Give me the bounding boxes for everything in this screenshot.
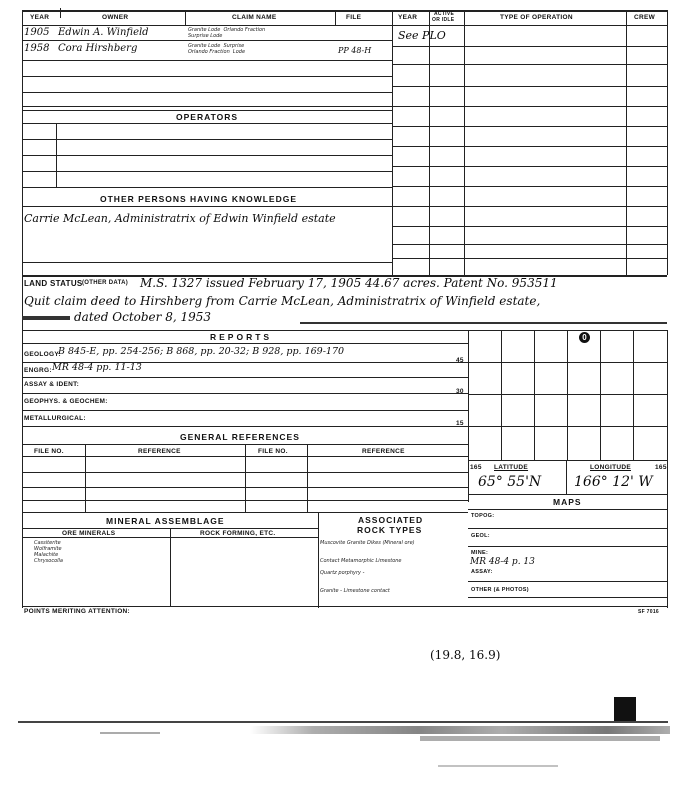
- geology-value: B 845-E, pp. 254-256; B 868, pp. 20-32; B 928, pp. 169-170: [58, 346, 345, 357]
- references-col: [245, 444, 246, 512]
- latitude-value: 65° 55'N: [478, 474, 542, 490]
- owner-1-year: 1905: [24, 27, 50, 38]
- header-divider: [335, 10, 336, 25]
- scan-smudge: [100, 732, 160, 734]
- operators-rule: [22, 139, 392, 140]
- owner-2-file: PP 48-H: [338, 46, 372, 55]
- header-crew: CREW: [634, 14, 656, 21]
- left-right-divider: [392, 10, 393, 275]
- op-row-rule: [392, 244, 667, 245]
- ore-mineral-2: Wolframite: [34, 546, 62, 552]
- reports-rule: [22, 393, 468, 394]
- header-active: ACTIVE: [434, 11, 455, 17]
- grid-number-15: 15: [456, 420, 464, 427]
- header-or-idle: OR IDLE: [432, 17, 455, 23]
- redaction-mark: [22, 316, 70, 320]
- metallurgical-label: METALLURGICAL:: [24, 415, 86, 422]
- mineral-col: [170, 528, 171, 606]
- latitude-label: LATITUDE: [494, 464, 529, 471]
- land-status-label: LAND STATUS: [24, 279, 83, 288]
- crew-col-divider: [626, 10, 627, 275]
- rock-types-heading: ROCK TYPES: [357, 525, 423, 535]
- reports-rule: [22, 426, 468, 427]
- ore-mineral-3: Malachite: [34, 552, 59, 558]
- mineral-top-rule: [22, 512, 468, 513]
- grid-col: [633, 330, 634, 460]
- grid-left-border: [468, 330, 469, 502]
- form-number: SF 7016: [638, 609, 660, 615]
- land-status-sublabel: (OTHER DATA): [82, 280, 129, 286]
- operations-note: See PLO: [398, 29, 446, 42]
- maps-rule: [468, 509, 667, 510]
- op-row-rule: [392, 206, 667, 207]
- latlong-divider: [566, 460, 567, 494]
- grid-number-30: 30: [456, 388, 464, 395]
- grid-row: [468, 362, 667, 363]
- header-divider: [185, 10, 186, 25]
- reports-top-rule: [22, 330, 667, 331]
- geology-label: GEOLOGY:: [24, 351, 61, 358]
- other-persons-text: Carrie McLean, Administratrix of Edwin Winfield estate: [24, 212, 336, 225]
- other-persons-rule: [22, 206, 392, 207]
- maps-topog-label: TOPOG:: [471, 513, 495, 519]
- grid-row: [468, 460, 667, 461]
- engrg-value: MR 48-4 pp. 11-13: [52, 362, 142, 373]
- rock-forming-label: ROCK FORMING, ETC.: [200, 530, 276, 537]
- header-claim-name: CLAIM NAME: [232, 14, 277, 21]
- other-persons-bottom-rule: [22, 262, 392, 263]
- grid-col: [501, 330, 502, 460]
- operators-top-rule: [22, 110, 392, 111]
- owner-2-year: 1958: [24, 43, 50, 54]
- scan-smudge: [250, 726, 670, 734]
- right-border: [667, 10, 668, 275]
- geophys-label: GEOPHYS. & GEOCHEM:: [24, 398, 108, 405]
- grid-col: [600, 330, 601, 460]
- associated-heading: ASSOCIATED: [358, 515, 424, 525]
- reports-rule: [22, 343, 468, 344]
- header-divider: [60, 8, 61, 18]
- coord-165-right: 165: [655, 464, 667, 471]
- grid-col: [534, 330, 535, 460]
- op-row-rule: [392, 258, 667, 259]
- general-references-heading: GENERAL REFERENCES: [180, 432, 300, 442]
- maps-geol-label: GEOL:: [471, 533, 490, 539]
- op-row-rule: [392, 126, 667, 127]
- grid-row: [468, 394, 667, 395]
- owner-row-rule: [22, 76, 392, 77]
- owner-row-rule: [22, 40, 392, 41]
- header-file: FILE: [346, 14, 362, 21]
- assay-ident-label: ASSAY & IDENT:: [24, 381, 80, 388]
- grid-row: [468, 426, 667, 427]
- ore-mineral-1: Cassiterite: [34, 540, 61, 546]
- maps-assay-label: ASSAY:: [471, 569, 493, 575]
- points-meriting-label: POINTS MERITING ATTENTION:: [24, 608, 131, 615]
- reports-rule: [22, 377, 468, 378]
- scan-streak: [300, 322, 667, 324]
- scan-smudge: [420, 736, 660, 741]
- mineral-assemblage-heading: MINERAL ASSEMBLAGE: [106, 516, 225, 526]
- owner-1-name: Edwin A. Winfield: [58, 27, 149, 38]
- rock-type-3: Quartz porphyry -: [320, 570, 365, 576]
- header-bottom-rule: [22, 25, 667, 26]
- maps-mine-value: MR 48-4 p. 13: [470, 557, 535, 567]
- scan-edge: [18, 721, 668, 723]
- op-row-rule: [392, 226, 667, 227]
- engrg-label: ENGRG:: [24, 367, 52, 374]
- reports-rule: [22, 410, 468, 411]
- ref-file-no-1: FILE NO.: [34, 448, 64, 455]
- year-col-divider: [429, 10, 430, 275]
- operators-col: [56, 123, 57, 187]
- owner-2-name: Cora Hirshberg: [58, 43, 138, 54]
- scan-smudge: [438, 765, 558, 767]
- rock-type-4: Granite - Limestone contact: [320, 588, 390, 594]
- references-col: [85, 444, 86, 512]
- op-row-rule: [392, 186, 667, 187]
- longitude-label: LONGITUDE: [590, 464, 631, 471]
- points-top-rule: [22, 606, 667, 607]
- land-status-line-3: dated October 8, 1953: [74, 310, 211, 324]
- ref-reference-1: REFERENCE: [138, 448, 181, 455]
- op-row-rule: [392, 64, 667, 65]
- maps-other-label: OTHER (& PHOTOS): [471, 587, 529, 593]
- active-col-divider: [464, 10, 465, 275]
- header-owner: OWNER: [102, 14, 129, 21]
- operators-rule: [22, 171, 392, 172]
- op-row-rule: [392, 106, 667, 107]
- mineral-rock-divider: [318, 512, 319, 608]
- references-col: [307, 444, 308, 512]
- coord-165-left: 165: [470, 464, 482, 471]
- header-type-of-operation: TYPE OF OPERATION: [500, 14, 573, 21]
- owner-row-rule: [22, 92, 392, 93]
- scan-blot: [614, 697, 636, 723]
- header-year-2: YEAR: [398, 14, 418, 21]
- maps-rule: [468, 581, 667, 582]
- top-border: [22, 10, 667, 12]
- reports-heading: REPORTS: [210, 332, 273, 342]
- latlong-bottom-rule: [468, 494, 667, 495]
- op-row-rule: [392, 166, 667, 167]
- owner-row-rule: [22, 106, 392, 107]
- owner-2-claim: Granite Lode Surprise Orlando Fraction Lode: [188, 43, 246, 55]
- op-row-rule: [392, 146, 667, 147]
- grid-col: [567, 330, 568, 460]
- maps-rule: [468, 546, 667, 547]
- operators-rule: [22, 123, 392, 124]
- land-status-line-1: M.S. 1327 issued February 17, 1905 44.67 acres. Patent No. 953511: [140, 276, 558, 290]
- operators-heading: OPERATORS: [176, 112, 239, 122]
- header-year: YEAR: [30, 14, 50, 21]
- handwritten-coordinates: (19.8, 16.9): [430, 648, 501, 662]
- maps-rule: [468, 528, 667, 529]
- ore-mineral-4: Chrysocolla: [34, 558, 63, 564]
- maps-heading: MAPS: [553, 497, 582, 507]
- maps-rule: [468, 597, 667, 598]
- operators-rule: [22, 155, 392, 156]
- owner-1-claim: Granite Lode Orlando Fraction Surprise Lode: [188, 27, 266, 39]
- op-row-rule: [392, 46, 667, 47]
- land-status-line-2: Quit claim deed to Hirshberg from Carrie McLean, Administratrix of Winfield estate,: [24, 294, 541, 308]
- other-persons-heading: OTHER PERSONS HAVING KNOWLEDGE: [100, 194, 298, 204]
- owner-row-rule: [22, 60, 392, 61]
- ref-file-no-2: FILE NO.: [258, 448, 288, 455]
- rock-type-1: Muscovite Granite Dikes (Mineral ore): [320, 540, 415, 546]
- section-marker: 0: [579, 332, 590, 343]
- left-border: [22, 10, 23, 608]
- ore-minerals-label: ORE MINERALS: [62, 530, 116, 537]
- longitude-value: 166° 12' W: [574, 474, 653, 490]
- operators-rule: [22, 187, 392, 188]
- op-row-rule: [392, 86, 667, 87]
- right-border-lower: [667, 330, 668, 608]
- grid-number-45: 45: [456, 357, 464, 364]
- rock-type-2: Contact Metamorphic Limestone: [320, 558, 402, 564]
- ref-reference-2: REFERENCE: [362, 448, 405, 455]
- maps-mine-label: MINE:: [471, 550, 489, 556]
